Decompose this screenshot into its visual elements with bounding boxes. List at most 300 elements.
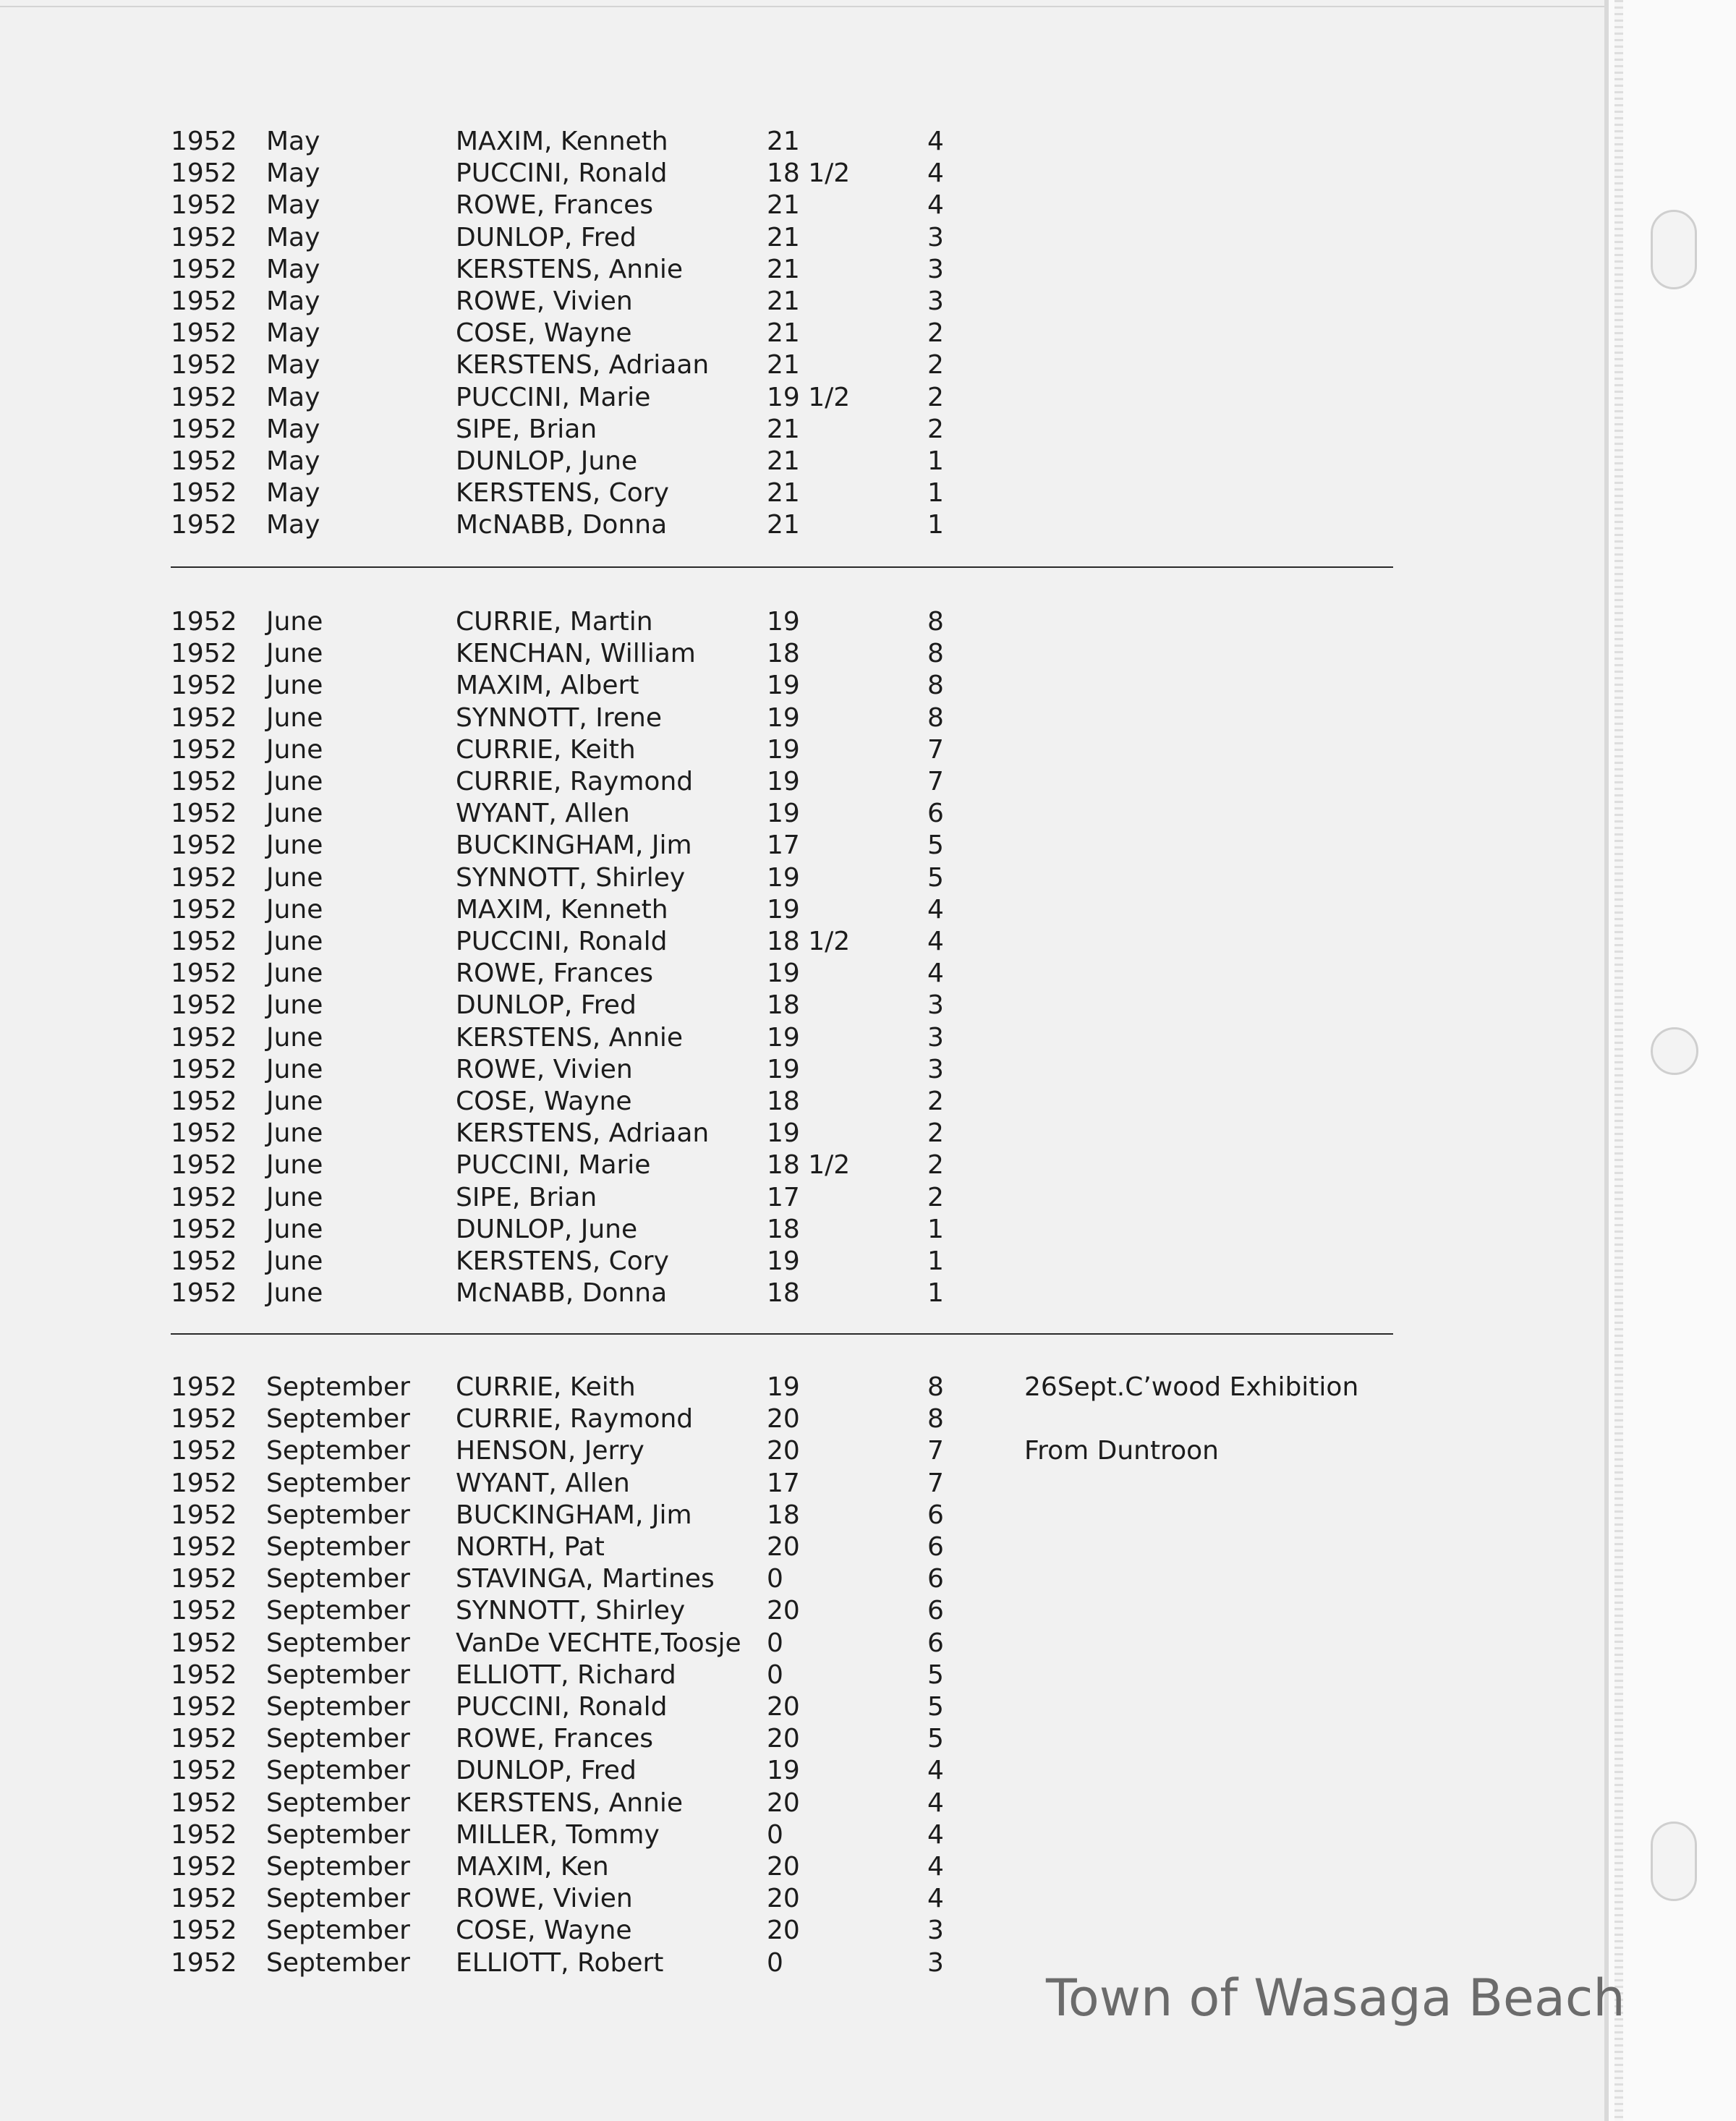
table-row <box>0 286 1604 318</box>
month-cell: May <box>266 222 320 252</box>
table-row <box>0 158 1604 190</box>
rank-cell: 2 <box>927 350 944 381</box>
name-cell: COSE, Wayne <box>456 1916 632 1946</box>
age-cell: 20 <box>767 1916 800 1946</box>
rank-cell: 2 <box>927 382 944 412</box>
age-cell: 19 <box>767 959 800 989</box>
table-row <box>0 1214 1604 1246</box>
age-cell: 21 <box>767 127 800 156</box>
table-row <box>0 126 1604 158</box>
table-row <box>0 862 1604 894</box>
year-cell: 1952 <box>171 1022 237 1053</box>
month-cell: September <box>266 1916 410 1946</box>
table-row <box>0 670 1604 702</box>
name-cell: MILLER, Tommy <box>456 1819 660 1850</box>
age-cell: 21 <box>767 190 800 221</box>
year-cell: 1952 <box>171 607 237 637</box>
name-cell: DUNLOP, June <box>456 446 638 476</box>
table-row <box>0 1435 1604 1467</box>
rank-cell: 2 <box>927 1087 944 1116</box>
year-cell: 1952 <box>171 1118 237 1149</box>
age-cell: 0 <box>767 1659 783 1690</box>
month-cell: June <box>266 767 323 796</box>
name-cell: PUCCINI, Ronald <box>456 927 668 956</box>
age-cell: 20 <box>767 1404 800 1434</box>
month-cell: June <box>266 1182 323 1212</box>
name-cell: SIPE, Brian <box>456 414 597 444</box>
table-row <box>0 414 1604 446</box>
month-cell: September <box>266 1564 410 1594</box>
name-cell: DUNLOP, June <box>456 1214 638 1244</box>
month-cell: May <box>266 350 320 381</box>
name-cell: MAXIM, Ken <box>456 1852 609 1882</box>
age-cell: 18 1/2 <box>767 158 851 189</box>
year-cell: 1952 <box>171 830 237 861</box>
month-cell: September <box>266 1884 410 1914</box>
rank-cell: 6 <box>927 1628 944 1658</box>
name-cell: ROWE, Vivien <box>456 1884 633 1914</box>
name-cell: DUNLOP, Fred <box>456 990 637 1021</box>
year-cell: 1952 <box>171 1916 237 1946</box>
age-cell: 21 <box>767 254 800 284</box>
age-cell: 0 <box>767 1628 783 1658</box>
year-cell: 1952 <box>171 862 237 893</box>
year-cell: 1952 <box>171 927 237 956</box>
table-row <box>0 1819 1604 1851</box>
rank-cell: 5 <box>927 1724 944 1754</box>
month-cell: May <box>266 254 320 284</box>
rank-cell: 5 <box>927 1659 944 1690</box>
rank-cell: 6 <box>927 799 944 829</box>
rank-cell: 3 <box>927 286 944 316</box>
year-cell: 1952 <box>171 1659 237 1690</box>
age-cell: 19 1/2 <box>767 382 851 412</box>
age-cell: 18 <box>767 1500 800 1530</box>
month-cell: May <box>266 478 320 509</box>
name-cell: BUCKINGHAM, Jim <box>456 830 692 861</box>
rank-cell: 7 <box>927 1436 944 1466</box>
year-cell: 1952 <box>171 639 237 669</box>
age-cell: 20 <box>767 1436 800 1466</box>
age-cell: 21 <box>767 414 800 444</box>
age-cell: 21 <box>767 350 800 381</box>
sheet-protector-seam <box>1614 0 1623 2121</box>
name-cell: COSE, Wayne <box>456 318 632 349</box>
name-cell: KERSTENS, Annie <box>456 254 684 284</box>
year-cell: 1952 <box>171 1054 237 1084</box>
month-cell: September <box>266 1404 410 1434</box>
year-cell: 1952 <box>171 1214 237 1244</box>
name-cell: BUCKINGHAM, Jim <box>456 1500 692 1530</box>
rank-cell: 3 <box>927 254 944 284</box>
name-cell: MAXIM, Kenneth <box>456 894 668 925</box>
year-cell: 1952 <box>171 510 237 540</box>
year-cell: 1952 <box>171 1724 237 1754</box>
rank-cell: 2 <box>927 1118 944 1149</box>
rank-cell: 4 <box>927 894 944 925</box>
name-cell: KERSTENS, Cory <box>456 1246 669 1276</box>
table-row <box>0 509 1604 541</box>
name-cell: MAXIM, Albert <box>456 671 639 701</box>
table-row <box>0 222 1604 254</box>
year-cell: 1952 <box>171 254 237 284</box>
name-cell: MAXIM, Kenneth <box>456 127 668 156</box>
age-cell: 20 <box>767 1788 800 1818</box>
year-cell: 1952 <box>171 1788 237 1818</box>
name-cell: KERSTENS, Annie <box>456 1022 684 1053</box>
rank-cell: 3 <box>927 1022 944 1053</box>
month-cell: June <box>266 1246 323 1276</box>
year-cell: 1952 <box>171 1884 237 1914</box>
age-cell: 19 <box>767 1246 800 1276</box>
year-cell: 1952 <box>171 1182 237 1212</box>
month-cell: June <box>266 862 323 893</box>
month-cell: September <box>266 1628 410 1658</box>
section-divider <box>171 1333 1393 1335</box>
year-cell: 1952 <box>171 1436 237 1466</box>
rank-cell: 8 <box>927 639 944 669</box>
year-cell: 1952 <box>171 286 237 316</box>
name-cell: STAVINGA, Martines <box>456 1564 715 1594</box>
rank-cell: 3 <box>927 222 944 252</box>
rank-cell: 7 <box>927 1468 944 1498</box>
table-row <box>0 1246 1604 1278</box>
age-cell: 21 <box>767 222 800 252</box>
table-row <box>0 798 1604 830</box>
table-row <box>0 702 1604 734</box>
month-cell: May <box>266 127 320 156</box>
year-cell: 1952 <box>171 1150 237 1181</box>
name-cell: WYANT, Allen <box>456 1468 630 1498</box>
rank-cell: 2 <box>927 1150 944 1181</box>
month-cell: September <box>266 1372 410 1402</box>
age-cell: 19 <box>767 799 800 829</box>
table-row <box>0 318 1604 349</box>
rank-cell: 1 <box>927 1246 944 1276</box>
name-cell: WYANT, Allen <box>456 799 630 829</box>
table-row <box>0 1022 1604 1054</box>
rank-cell: 3 <box>927 1054 944 1084</box>
name-cell: PUCCINI, Ronald <box>456 1692 668 1722</box>
table-row <box>0 1054 1604 1086</box>
rank-cell: 4 <box>927 1852 944 1882</box>
name-cell: McNABB, Donna <box>456 1278 668 1309</box>
name-cell: DUNLOP, Fred <box>456 1756 637 1786</box>
rank-cell: 3 <box>927 1916 944 1946</box>
year-cell: 1952 <box>171 1564 237 1594</box>
month-cell: June <box>266 734 323 765</box>
rank-cell: 7 <box>927 734 944 765</box>
watermark: Town of Wasaga Beach <box>1046 1968 1625 2028</box>
age-cell: 21 <box>767 286 800 316</box>
table-row <box>0 606 1604 638</box>
month-cell: June <box>266 1150 323 1181</box>
age-cell: 21 <box>767 510 800 540</box>
age-cell: 19 <box>767 862 800 893</box>
rank-cell: 1 <box>927 510 944 540</box>
year-cell: 1952 <box>171 1692 237 1722</box>
age-cell: 18 1/2 <box>767 1150 851 1181</box>
month-cell: May <box>266 414 320 444</box>
rank-cell: 1 <box>927 1278 944 1309</box>
month-cell: September <box>266 1788 410 1818</box>
table-row <box>0 1500 1604 1531</box>
table-row <box>0 1595 1604 1627</box>
year-cell: 1952 <box>171 671 237 701</box>
age-cell: 17 <box>767 830 800 861</box>
age-cell: 18 <box>767 1087 800 1116</box>
table-row <box>0 1372 1604 1403</box>
year-cell: 1952 <box>171 1278 237 1309</box>
name-cell: PUCCINI, Marie <box>456 1150 651 1181</box>
month-cell: May <box>266 190 320 221</box>
month-cell: June <box>266 990 323 1021</box>
month-cell: June <box>266 830 323 861</box>
table-row <box>0 638 1604 670</box>
month-cell: September <box>266 1532 410 1562</box>
year-cell: 1952 <box>171 158 237 189</box>
month-cell: September <box>266 1596 410 1626</box>
year-cell: 1952 <box>171 702 237 733</box>
table-row <box>0 190 1604 221</box>
rank-cell: 5 <box>927 1692 944 1722</box>
rank-cell: 1 <box>927 446 944 476</box>
name-cell: DUNLOP, Fred <box>456 222 637 252</box>
name-cell: KERSTENS, Adriaan <box>456 1118 710 1149</box>
month-cell: June <box>266 671 323 701</box>
year-cell: 1952 <box>171 350 237 381</box>
month-cell: June <box>266 702 323 733</box>
month-cell: September <box>266 1659 410 1690</box>
rank-cell: 7 <box>927 767 944 796</box>
age-cell: 20 <box>767 1532 800 1562</box>
note-cell: 26Sept.C’wood Exhibition <box>1024 1372 1359 1402</box>
month-cell: June <box>266 1278 323 1309</box>
table-row <box>0 1915 1604 1947</box>
year-cell: 1952 <box>171 1246 237 1276</box>
age-cell: 0 <box>767 1564 783 1594</box>
name-cell: ROWE, Vivien <box>456 1054 633 1084</box>
table-row <box>0 1563 1604 1595</box>
table-row <box>0 1118 1604 1149</box>
table-row <box>0 830 1604 862</box>
name-cell: McNABB, Donna <box>456 510 668 540</box>
age-cell: 18 <box>767 990 800 1021</box>
year-cell: 1952 <box>171 1819 237 1850</box>
year-cell: 1952 <box>171 222 237 252</box>
rank-cell: 4 <box>927 927 944 956</box>
year-cell: 1952 <box>171 1087 237 1116</box>
age-cell: 19 <box>767 1118 800 1149</box>
table-row <box>0 1403 1604 1435</box>
month-cell: June <box>266 1022 323 1053</box>
month-cell: June <box>266 799 323 829</box>
name-cell: ROWE, Frances <box>456 190 654 221</box>
rank-cell: 4 <box>927 158 944 189</box>
year-cell: 1952 <box>171 959 237 989</box>
year-cell: 1952 <box>171 894 237 925</box>
month-cell: June <box>266 607 323 637</box>
age-cell: 21 <box>767 478 800 509</box>
age-cell: 19 <box>767 1054 800 1084</box>
table-row <box>0 1531 1604 1563</box>
rank-cell: 4 <box>927 1819 944 1850</box>
year-cell: 1952 <box>171 1404 237 1434</box>
note-cell: From Duntroon <box>1024 1436 1219 1466</box>
name-cell: PUCCINI, Marie <box>456 382 651 412</box>
table-row <box>0 1883 1604 1915</box>
name-cell: SIPE, Brian <box>456 1182 597 1212</box>
year-cell: 1952 <box>171 446 237 476</box>
month-cell: September <box>266 1436 410 1466</box>
year-cell: 1952 <box>171 1372 237 1402</box>
age-cell: 19 <box>767 734 800 765</box>
age-cell: 20 <box>767 1884 800 1914</box>
month-cell: June <box>266 1054 323 1084</box>
rank-cell: 4 <box>927 127 944 156</box>
month-cell: May <box>266 510 320 540</box>
age-cell: 17 <box>767 1468 800 1498</box>
age-cell: 19 <box>767 1756 800 1786</box>
month-cell: September <box>266 1724 410 1754</box>
rank-cell: 8 <box>927 607 944 637</box>
section-divider <box>171 566 1393 568</box>
table-row <box>0 1278 1604 1309</box>
table-row <box>0 1182 1604 1214</box>
name-cell: ROWE, Frances <box>456 1724 654 1754</box>
month-cell: September <box>266 1692 410 1722</box>
table-row <box>0 1755 1604 1787</box>
month-cell: May <box>266 382 320 412</box>
year-cell: 1952 <box>171 1596 237 1626</box>
month-cell: June <box>266 639 323 669</box>
table-row <box>0 990 1604 1021</box>
table-row <box>0 477 1604 509</box>
year-cell: 1952 <box>171 990 237 1021</box>
age-cell: 0 <box>767 1947 783 1978</box>
age-cell: 18 1/2 <box>767 927 851 956</box>
age-cell: 19 <box>767 607 800 637</box>
month-cell: September <box>266 1852 410 1882</box>
name-cell: SYNNOTT, Shirley <box>456 1596 686 1626</box>
rank-cell: 2 <box>927 414 944 444</box>
age-cell: 19 <box>767 894 800 925</box>
table-row <box>0 1628 1604 1659</box>
age-cell: 0 <box>767 1819 783 1850</box>
year-cell: 1952 <box>171 1532 237 1562</box>
age-cell: 20 <box>767 1852 800 1882</box>
year-cell: 1952 <box>171 1468 237 1498</box>
year-cell: 1952 <box>171 190 237 221</box>
rank-cell: 2 <box>927 318 944 349</box>
month-cell: September <box>266 1947 410 1978</box>
rank-cell: 6 <box>927 1564 944 1594</box>
rank-cell: 4 <box>927 1788 944 1818</box>
binder-hole-top <box>1651 210 1697 289</box>
table-row <box>0 894 1604 926</box>
age-cell: 19 <box>767 767 800 796</box>
rank-cell: 4 <box>927 1884 944 1914</box>
age-cell: 18 <box>767 639 800 669</box>
name-cell: COSE, Wayne <box>456 1087 632 1116</box>
name-cell: HENSON, Jerry <box>456 1436 644 1466</box>
age-cell: 21 <box>767 446 800 476</box>
rank-cell: 8 <box>927 702 944 733</box>
rank-cell: 6 <box>927 1532 944 1562</box>
age-cell: 18 <box>767 1214 800 1244</box>
name-cell: KERSTENS, Cory <box>456 478 669 509</box>
table-row <box>0 958 1604 990</box>
table-row <box>0 1149 1604 1181</box>
table-row <box>0 1723 1604 1755</box>
age-cell: 20 <box>767 1724 800 1754</box>
age-cell: 21 <box>767 318 800 349</box>
year-cell: 1952 <box>171 1947 237 1978</box>
age-cell: 20 <box>767 1596 800 1626</box>
table-row <box>0 1659 1604 1691</box>
name-cell: NORTH, Pat <box>456 1532 605 1562</box>
name-cell: SYNNOTT, Irene <box>456 702 663 733</box>
age-cell: 17 <box>767 1182 800 1212</box>
year-cell: 1952 <box>171 127 237 156</box>
year-cell: 1952 <box>171 767 237 796</box>
age-cell: 19 <box>767 702 800 733</box>
year-cell: 1952 <box>171 414 237 444</box>
binder-hole-middle <box>1651 1027 1698 1075</box>
year-cell: 1952 <box>171 318 237 349</box>
rank-cell: 4 <box>927 190 944 221</box>
month-cell: June <box>266 894 323 925</box>
year-cell: 1952 <box>171 734 237 765</box>
age-cell: 19 <box>767 1022 800 1053</box>
name-cell: CURRIE, Martin <box>456 607 653 637</box>
month-cell: September <box>266 1756 410 1786</box>
table-row <box>0 734 1604 766</box>
table-row <box>0 1788 1604 1819</box>
table-row <box>0 382 1604 414</box>
month-cell: May <box>266 318 320 349</box>
age-cell: 19 <box>767 671 800 701</box>
table-row <box>0 446 1604 477</box>
name-cell: CURRIE, Keith <box>456 734 636 765</box>
rank-cell: 5 <box>927 830 944 861</box>
month-cell: May <box>266 446 320 476</box>
year-cell: 1952 <box>171 1628 237 1658</box>
rank-cell: 8 <box>927 671 944 701</box>
rank-cell: 8 <box>927 1372 944 1402</box>
name-cell: ROWE, Vivien <box>456 286 633 316</box>
year-cell: 1952 <box>171 478 237 509</box>
age-cell: 19 <box>767 1372 800 1402</box>
rank-cell: 5 <box>927 862 944 893</box>
table-row <box>0 1691 1604 1723</box>
rank-cell: 1 <box>927 478 944 509</box>
month-cell: May <box>266 286 320 316</box>
month-cell: September <box>266 1468 410 1498</box>
rank-cell: 3 <box>927 990 944 1021</box>
month-cell: June <box>266 959 323 989</box>
month-cell: June <box>266 1214 323 1244</box>
rank-cell: 3 <box>927 1947 944 1978</box>
month-cell: June <box>266 927 323 956</box>
name-cell: ROWE, Frances <box>456 959 654 989</box>
name-cell: ELLIOTT, Richard <box>456 1659 676 1690</box>
table-row <box>0 926 1604 958</box>
table-row <box>0 1851 1604 1883</box>
name-cell: VanDe VECHTE,Toosje <box>456 1628 741 1658</box>
name-cell: CURRIE, Raymond <box>456 767 694 796</box>
month-cell: September <box>266 1819 410 1850</box>
